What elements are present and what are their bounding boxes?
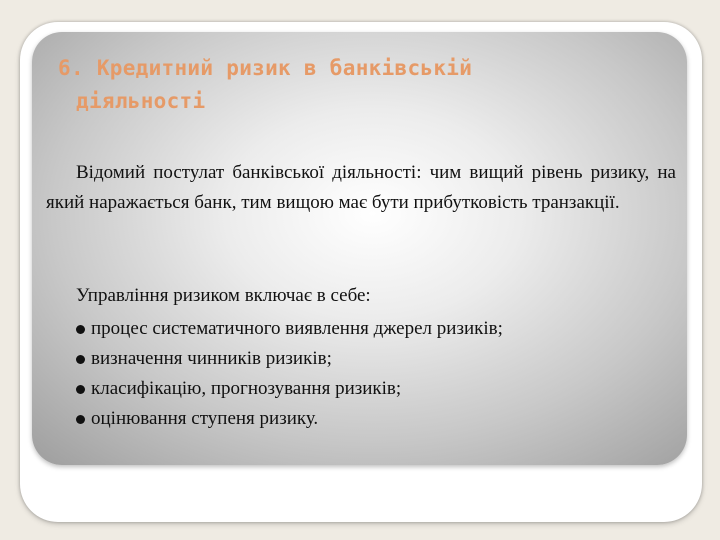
list-item xyxy=(76,374,676,404)
list-item-text: процес систематичного виявлення джерел ризиків; xyxy=(91,318,503,339)
bullet-icon xyxy=(76,325,85,334)
list-item-text: оцінювання ступеня ризику. xyxy=(91,408,319,429)
list-item xyxy=(76,344,676,374)
bullet-list xyxy=(76,314,676,434)
bullet-icon xyxy=(76,385,85,394)
slide-title-line-1: 6. Кредитний ризик в банківській xyxy=(58,56,473,80)
list-item-text: класифікацію, прогнозування ризиків; xyxy=(91,378,402,399)
list-item xyxy=(76,314,676,344)
bullet-icon xyxy=(76,355,85,364)
list-item-text: визначення чинників ризиків; xyxy=(91,348,332,369)
slide-title xyxy=(58,52,618,118)
slide-title-line-2: діяльності xyxy=(76,89,206,113)
list-intro: Управління ризиком включає в себе: xyxy=(76,285,371,306)
list-item xyxy=(76,404,676,434)
body-paragraph: Відомий постулат банківської діяльності: чим вищий рівень ризику, на який наражається банк, тим вищою має бути прибутковість транзакції. xyxy=(46,162,676,213)
bullet-icon xyxy=(76,415,85,424)
